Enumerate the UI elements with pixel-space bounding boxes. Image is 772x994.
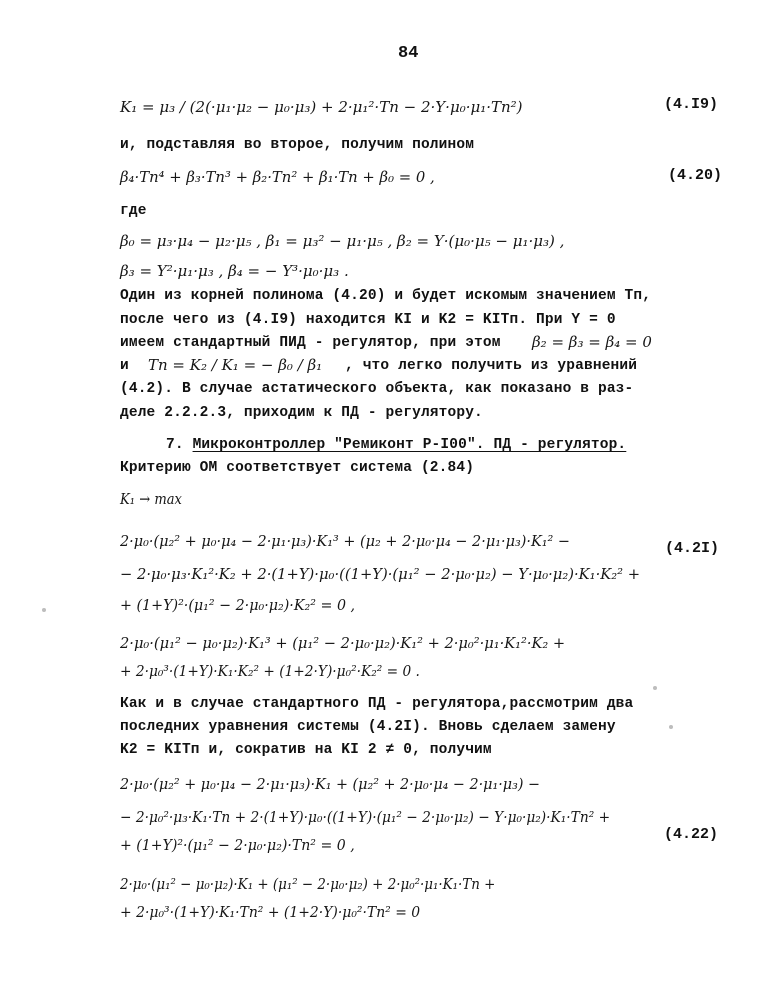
formula-r1: 2·μ₀·(μ₂² + μ₀·μ₄ − 2·μ₁·μ₃)·K₁ + (μ₂² + 2·μ₀·μ₄ − 2·μ₁·μ₃) − xyxy=(120,775,540,793)
text-line: где xyxy=(120,203,147,219)
page-number: 84 xyxy=(398,44,419,63)
formula-r4: 2·μ₀·(μ₁² − μ₀·μ₂)·K₁ + (μ₁² − 2·μ₀·μ₂) + 2·μ₀²·μ₁·K₁·Tп + xyxy=(120,875,496,893)
formula-s5: + 2·μ₀³·(1+Y)·K₁·K₂² + (1+2·Y)·μ₀²·K₂² = 0 . xyxy=(120,662,420,680)
formula-r2: − 2·μ₀²·μ₃·K₁·Tп + 2·(1+Y)·μ₀·((1+Y)·(μ₁² − 2·μ₀·μ₂) − Y·μ₀·μ₂)·K₁·Tп² + xyxy=(120,808,611,826)
formula-f420: β₄·Tп⁴ + β₃·Tп³ + β₂·Tп² + β₁·Tп + β₀ = 0 , xyxy=(120,168,435,186)
text-line: (4.2). В случае астатического объекта, как показано в раз- xyxy=(120,381,634,397)
text-line: после чего из (4.I9) находится KI и K2 = KIТп. При Y = 0 xyxy=(120,312,616,328)
text-line: Критерию ОМ соответствует система (2.84) xyxy=(120,460,475,476)
text-line: Один из корней полинома (4.20) и будет искомым значением Тп, xyxy=(120,288,652,304)
text-line: имеем стандартный ПИД - регулятор, при этом xyxy=(120,335,501,351)
formula-s2: − 2·μ₀·μ₃·K₁²·K₂ + 2·(1+Y)·μ₀·((1+Y)·(μ₁² − 2·μ₀·μ₂) − Y·μ₀·μ₂)·K₁·K₂² + xyxy=(120,565,641,583)
formula-fb1: β₀ = μ₃·μ₄ − μ₂·μ₅ , β₁ = μ₃² − μ₁·μ₅ , β₂ = Y·(μ₀·μ₅ − μ₁·μ₃) , xyxy=(120,232,565,250)
equation-number: (4.I9) xyxy=(664,96,719,113)
scan-speck xyxy=(42,608,46,612)
section-heading xyxy=(166,437,626,453)
text-line: и, подставляя во второе, получим полином xyxy=(120,137,475,153)
text-line: K2 = KIТп и, сократив на KI 2 ≠ 0, получим xyxy=(120,742,492,758)
scan-speck xyxy=(669,725,673,729)
formula-s4: 2·μ₀·(μ₁² − μ₀·μ₂)·K₁³ + (μ₁² − 2·μ₀·μ₂)·K₁² + 2·μ₀²·μ₁·K₁²·K₂ + xyxy=(120,634,566,652)
formula-r3: + (1+Y)²·(μ₁² − 2·μ₀·μ₂)·Tп² = 0 , xyxy=(120,836,355,854)
text-line: последних уравнения системы (4.2I). Вновь сделаем замену xyxy=(120,719,616,735)
equation-number: (4.20) xyxy=(668,167,723,184)
formula-f6b: Tп = K₂ / K₁ = − β₀ / β₁ xyxy=(148,356,323,374)
formula-fmax: K₁ → max xyxy=(120,490,182,508)
formula-f419: K₁ = μ₃ / (2(·μ₁·μ₂ − μ₀·μ₃) + 2·μ₁²·Tп − 2·Y·μ₀·μ₁·Tп²) xyxy=(120,98,523,116)
text-line: и xyxy=(120,358,129,374)
text-line: , что легко получить из уравнений xyxy=(345,358,638,374)
formula-f5b: β₂ = β₃ = β₄ = 0 xyxy=(532,333,652,351)
scan-speck xyxy=(653,686,657,690)
text-line: деле 2.2.2.3, приходим к ПД - регулятору. xyxy=(120,405,483,421)
formula-s3: + (1+Y)²·(μ₁² − 2·μ₀·μ₂)·K₂² = 0 , xyxy=(120,596,356,614)
equation-number: (4.2I) xyxy=(665,540,720,557)
section-number: 7. xyxy=(166,437,184,453)
formula-s1: 2·μ₀·(μ₂² + μ₀·μ₄ − 2·μ₁·μ₃)·K₁³ + (μ₂ + 2·μ₀·μ₄ − 2·μ₁·μ₃)·K₁² − xyxy=(120,532,570,550)
equation-number: (4.22) xyxy=(664,826,719,843)
formula-r5: + 2·μ₀³·(1+Y)·K₁·Tп² + (1+2·Y)·μ₀²·Tп² = 0 xyxy=(120,903,421,921)
formula-fb2: β₃ = Y²·μ₁·μ₃ , β₄ = − Y³·μ₀·μ₃ . xyxy=(120,262,349,280)
section-title: Микроконтроллер "Ремиконт Р-I00". ПД - регулятор. xyxy=(192,437,627,453)
text-line: Как и в случае стандартного ПД - регулятора,рассмотрим два xyxy=(120,696,634,712)
